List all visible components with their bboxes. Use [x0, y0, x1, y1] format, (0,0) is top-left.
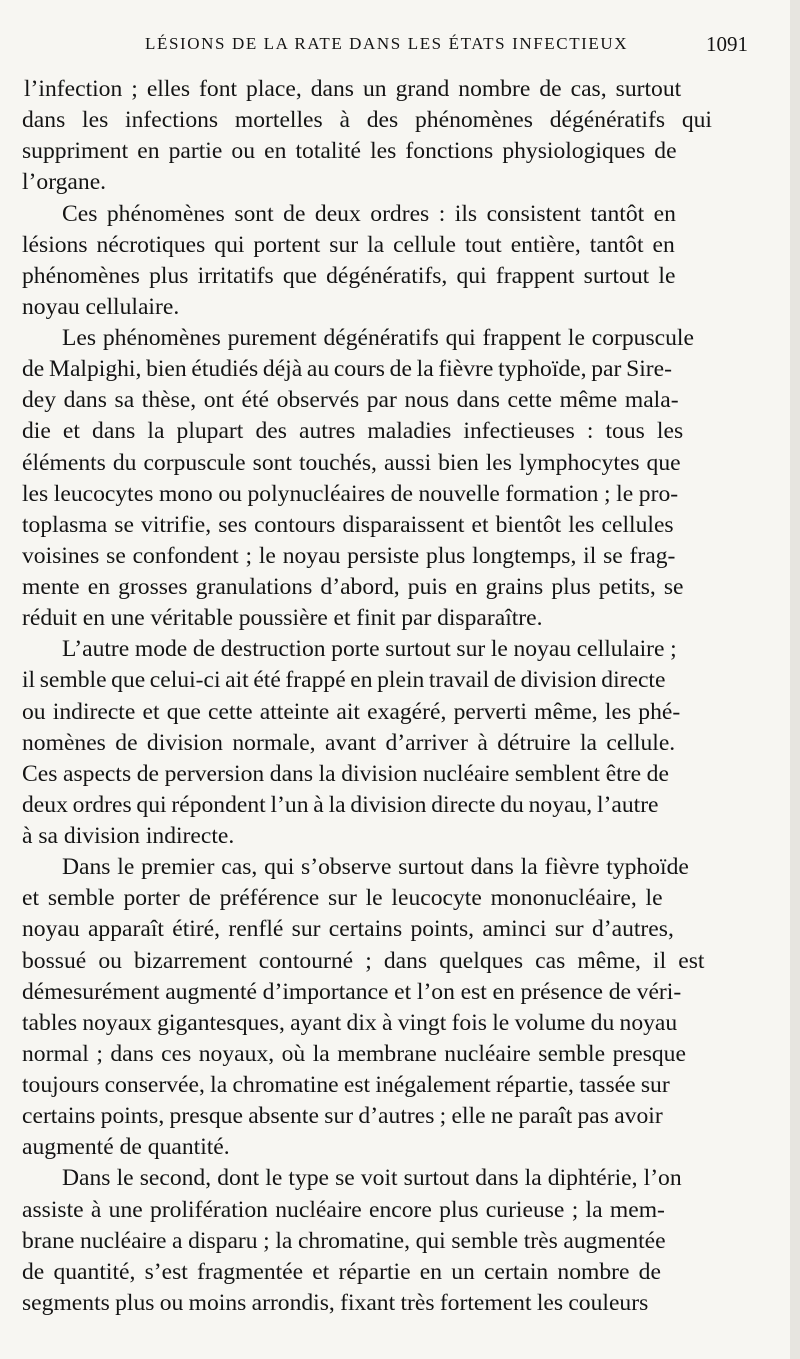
- text-line: toplasma se vitrifie, ses contours disparaissent et bientôt les cellules: [22, 511, 674, 538]
- text-line: nomènes de division normale, avant d’arriver à détruire la cellule.: [22, 729, 676, 756]
- text-line: Ces aspects de perversion dans la division nucléaire semblent être de: [22, 760, 669, 787]
- text-line: l’infection ; elles font place, dans un grand nombre de cas, surtout: [24, 76, 682, 102]
- running-title: LÉSIONS DE LA RATE DANS LES ÉTATS INFECTIEUX: [145, 34, 629, 53]
- text-line: ou indirecte et que cette atteinte ait exagéré, perverti même, les phé-: [22, 698, 681, 725]
- page-header: [0, 34, 800, 60]
- text-line: il semble que celui-ci ait été frappé en plein travail de division directe: [22, 667, 666, 694]
- text-line: L’autre mode de destruction porte surtout sur le noyau cellulaire ;: [62, 636, 677, 663]
- scan-edge-shadow: [790, 0, 800, 1359]
- text-line: et semble porter de préférence sur le leucocyte mononucléaire, le: [22, 885, 663, 912]
- page-number: 1091: [706, 32, 748, 56]
- text-line: Dans le second, dont le type se voit surtout dans la diphtérie, l’on: [62, 1165, 682, 1192]
- text-line: noyau apparaît étiré, renflé sur certains points, aminci sur d’autres,: [22, 916, 674, 943]
- text-line: les leucocytes mono ou polynucléaires de nouvelle formation ; le pro-: [22, 480, 679, 507]
- text-line: Dans le premier cas, qui s’observe surtout dans la fièvre typhoïde: [62, 854, 689, 881]
- text-line: réduit en une véritable poussière et finit par disparaître.: [22, 605, 543, 632]
- text-line: éléments du corpuscule sont touchés, aussi bien les lymphocytes que: [22, 449, 681, 476]
- text-line: brane nucléaire a disparu ; la chromatine, qui semble très augmentée: [22, 1227, 666, 1254]
- text-line: de Malpighi, bien étudiés déjà au cours de la fièvre typhoïde, par Sire-: [22, 356, 672, 383]
- text-line: phénomènes plus irritatifs que dégénératifs, qui frappent surtout le: [22, 262, 676, 289]
- text-line: voisines se confondent ; le noyau persiste plus longtemps, il se frag-: [22, 542, 676, 569]
- text-line: dans les infections mortelles à des phénomènes dégénératifs qui: [22, 107, 712, 134]
- text-line: assiste à une prolifération nucléaire encore plus curieuse ; la mem-: [22, 1196, 665, 1223]
- text-line: tables noyaux gigantesques, ayant dix à vingt fois le volume du noyau: [22, 1009, 678, 1036]
- text-line: segments plus ou moins arrondis, fixant très fortement les couleurs: [22, 1289, 649, 1316]
- text-line: Les phénomènes purement dégénératifs qui frappent le corpuscule: [62, 325, 694, 351]
- text-line: Ces phénomènes sont de deux ordres : ils consistent tantôt en: [62, 200, 676, 227]
- text-line: démesurément augmenté d’importance et l’on est en présence de véri-: [22, 978, 682, 1005]
- text-line: mente en grosses granulations d’abord, puis en grains plus petits, se: [22, 574, 684, 600]
- text-line: noyau cellulaire.: [22, 293, 180, 320]
- text-line: dey dans sa thèse, ont été observés par nous dans cette même mala-: [22, 387, 679, 414]
- text-line: die et dans la plupart des autres maladies infectieuses : tous les: [22, 418, 684, 445]
- text-line: l’organe.: [22, 169, 107, 196]
- text-line: toujours conservée, la chromatine est inégalement répartie, tassée sur: [22, 1072, 670, 1098]
- text-line: de quantité, s’est fragmentée et répartie en un certain nombre de: [22, 1258, 661, 1285]
- text-line: certains points, presque absente sur d’autres ; elle ne paraît pas avoir: [22, 1103, 663, 1130]
- text-line: normal ; dans ces noyaux, où la membrane nucléaire semble presque: [22, 1040, 686, 1067]
- text-line: deux ordres qui répondent l’un à la division directe du noyau, l’autre: [22, 791, 659, 818]
- text-line: bossué ou bizarrement contourné ; dans quelques cas même, il est: [22, 947, 705, 974]
- text-line: augmenté de quantité.: [22, 1134, 230, 1161]
- text-line: lésions nécrotiques qui portent sur la cellule tout entière, tantôt en: [22, 231, 675, 258]
- text-line: suppriment en partie ou en totalité les fonctions physiologiques de: [22, 138, 677, 165]
- text-line: à sa division indirecte.: [22, 823, 235, 849]
